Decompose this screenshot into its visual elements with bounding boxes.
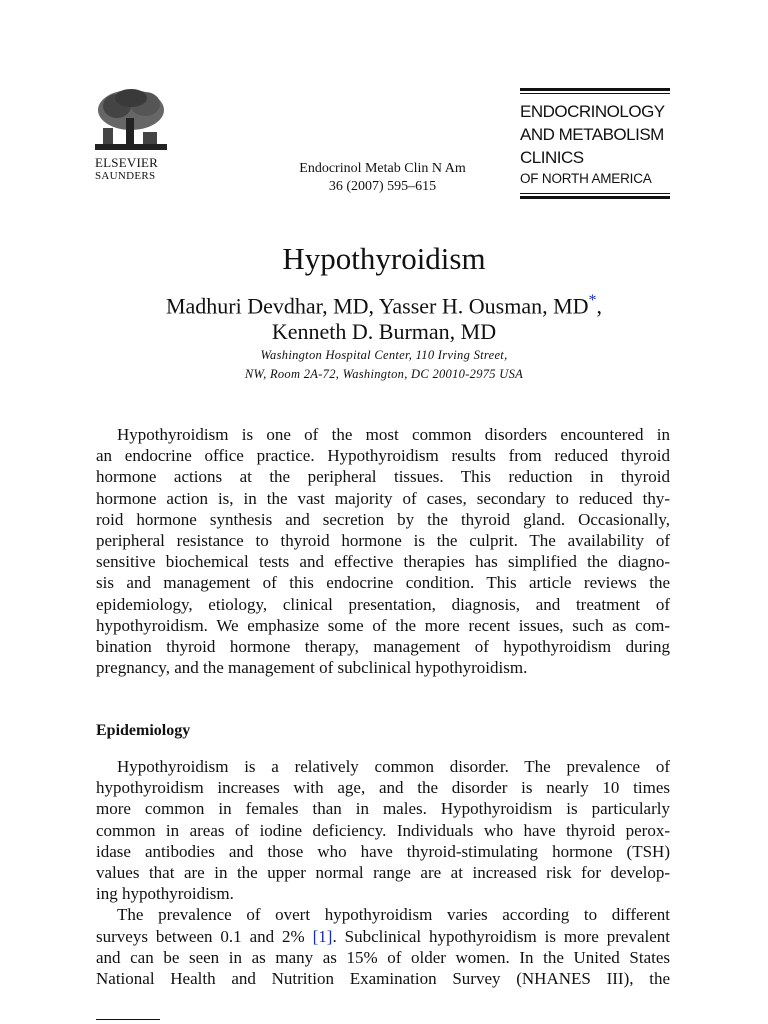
section-body xyxy=(96,756,670,989)
text-line: hormone action is, in the vast majority of cases, secondary to reduced thy- xyxy=(96,488,670,508)
footnote-rule xyxy=(96,1019,160,1020)
text-line: hormone actions at the peripheral tissues. This reduction in thyroid xyxy=(96,467,670,487)
text-line: common in areas of iodine deficiency. Individuals who have thyroid perox- xyxy=(96,820,670,840)
paragraph-2-line-2 xyxy=(96,926,670,947)
paragraph-1 xyxy=(96,756,670,904)
affiliation xyxy=(96,346,672,384)
text-line: peripheral resistance to thyroid hormone is the culprit. The availability of xyxy=(96,531,670,551)
affiliation-line-1: Washington Hospital Center, 110 Irving Street, xyxy=(260,348,508,362)
journal-line-2: AND METABOLISM xyxy=(520,125,664,144)
line-text: . Subclinical hypothyroidism is more prevalent xyxy=(332,926,670,946)
text-line: sis and management of this endocrine condition. This article reviews the xyxy=(96,573,670,593)
text-line: hypothyroidism. We emphasize some of the more recent issues, such as com- xyxy=(96,615,670,635)
journal-line-1: ENDOCRINOLOGY xyxy=(520,102,665,121)
journal-line-4: OF NORTH AMERICA xyxy=(520,171,652,186)
citation-journal: Endocrinol Metab Clin N Am xyxy=(299,161,466,176)
text-line: hypothyroidism increases with age, and the disorder is nearly 10 times xyxy=(96,778,670,798)
banner-rule-bottom-thin xyxy=(520,193,670,194)
text-line: values that are in the upper normal range are at increased risk for develop- xyxy=(96,863,670,883)
authors-line-2: Kenneth D. Burman, MD xyxy=(271,319,497,345)
text-line: an endocrine office practice. Hypothyroidism results from reduced thyroid xyxy=(96,446,670,466)
authors-line-1-tail: , xyxy=(596,293,603,319)
section-heading: Epidemiology xyxy=(96,722,191,739)
paragraph-2-line-3: and can be seen in as many as 15% of older women. In the United States xyxy=(96,947,670,967)
text-line: epidemiology, etiology, clinical presentation, diagnosis, and treatment of xyxy=(96,594,670,614)
line-text: surveys between 0.1 and 2% xyxy=(96,926,313,946)
banner-rule-bottom xyxy=(520,196,670,199)
paragraph-2-line-1: The prevalence of overt hypothyroidism varies according to different xyxy=(117,905,670,925)
affiliation-line-2: NW, Room 2A-72, Washington, DC 20010-2975 USA xyxy=(244,367,524,381)
text-line: sensitive biochemical tests and effective therapies has simplified the diagno- xyxy=(96,552,670,572)
reference-link[interactable]: [1] xyxy=(312,926,333,946)
author-list xyxy=(96,288,672,345)
journal-citation xyxy=(270,160,495,196)
text-line: bination thyroid hormone therapy, management of hypothyroidism during xyxy=(96,637,670,657)
text-line: ing hypothyroidism. xyxy=(96,884,234,904)
article-title: Hypothyroidism xyxy=(282,241,486,276)
corresponding-author-mark[interactable]: * xyxy=(588,292,597,309)
paragraph-2 xyxy=(96,904,670,989)
publisher-name: ELSEVIER xyxy=(95,155,158,170)
citation-volume: 36 (2007) 595–615 xyxy=(328,179,437,194)
journal-line-3: CLINICS xyxy=(520,148,584,167)
text-line: more common in females than in males. Hypothyroidism is particularly xyxy=(96,799,670,819)
elsevier-tree-icon xyxy=(95,88,167,154)
text-line: Hypothyroidism is one of the most common disorders encountered in xyxy=(117,425,670,444)
banner-rule-top xyxy=(520,88,670,91)
journal-banner xyxy=(520,88,670,199)
text-line: Hypothyroidism is a relatively common disorder. The prevalence of xyxy=(117,757,670,776)
authors-line-1: Madhuri Devdhar, MD, Yasser H. Ousman, MD xyxy=(165,293,589,319)
paragraph-2-line-4: National Health and Nutrition Examination Survey (NHANES III), the xyxy=(96,969,670,989)
text-line: idase antibodies and those who have thyroid-stimulating hormone (TSH) xyxy=(96,841,670,861)
text-line: pregnancy, and the management of subclinical hypothyroidism. xyxy=(96,658,528,678)
abstract xyxy=(96,424,670,678)
publisher-logo xyxy=(95,88,171,182)
text-line: roid hormone synthesis and secretion by the thyroid gland. Occasionally, xyxy=(96,509,670,529)
publisher-imprint: SAUNDERS xyxy=(95,170,156,182)
